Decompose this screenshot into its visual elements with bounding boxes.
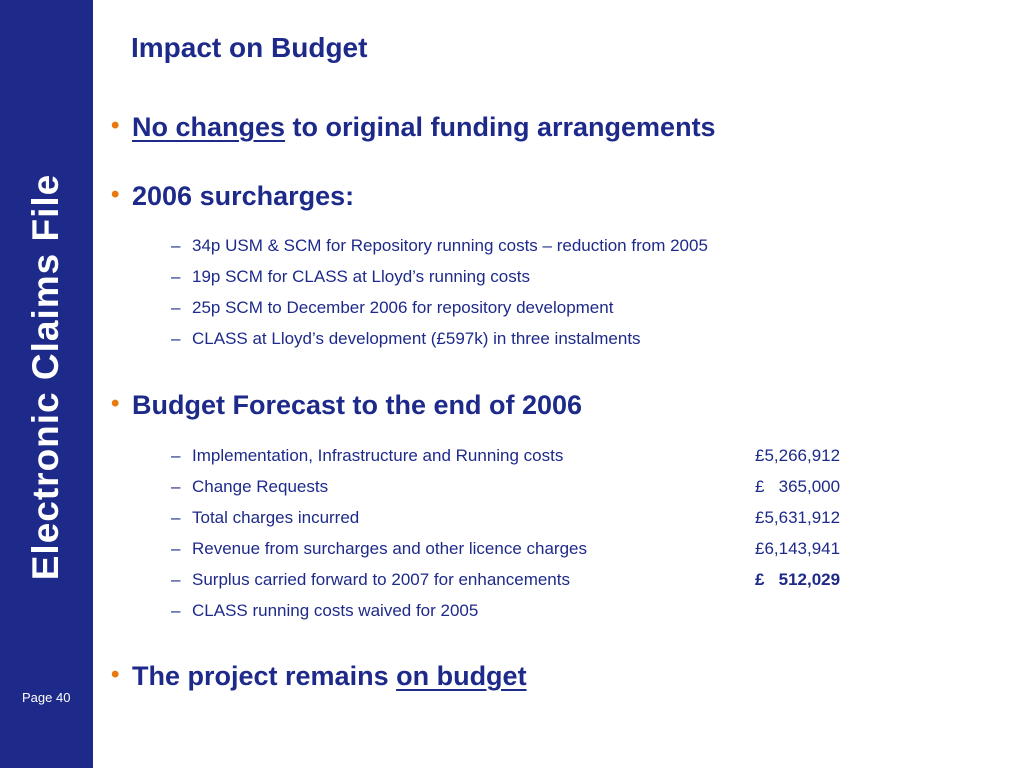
page-number: Page 40: [22, 690, 71, 705]
dash-icon: –: [171, 298, 181, 317]
forecast-amount: £5,631,912: [755, 508, 841, 527]
bullet-dot-icon: •: [111, 112, 120, 139]
forecast-label: CLASS running costs waived for 2005: [192, 601, 479, 620]
slide-title: Impact on Budget: [131, 32, 368, 63]
bullet-text: The project remains: [132, 661, 397, 691]
dash-icon: –: [171, 539, 181, 558]
sidebar-title: Electronic Claims File: [25, 173, 66, 581]
dash-icon: –: [171, 236, 181, 255]
forecast-amount: £6,143,941: [755, 539, 841, 558]
surcharge-label: CLASS at Lloyd’s development (£597k) in three instalments: [192, 329, 641, 348]
surcharge-label: 34p USM & SCM for Repository running costs – reduction from 2005: [192, 236, 708, 255]
dash-icon: –: [171, 477, 181, 496]
bullet-dot-icon: •: [111, 661, 120, 688]
forecast-label: Total charges incurred: [192, 508, 360, 527]
surcharge-label: 19p SCM for CLASS at Lloyd’s running costs: [192, 267, 530, 286]
forecast-label: Surplus carried forward to 2007 for enhancements: [192, 570, 570, 589]
dash-icon: –: [171, 329, 181, 348]
dash-icon: –: [171, 508, 181, 527]
bullet-underlined-text: No changes: [132, 112, 286, 142]
forecast-label: Implementation, Infrastructure and Running costs: [192, 446, 564, 465]
dash-icon: –: [171, 570, 181, 589]
forecast-amount: £ 365,000: [755, 477, 841, 496]
bullet-text: Budget Forecast to the end of 2006: [132, 390, 583, 420]
bullet-text: to original funding arrangements: [285, 112, 716, 142]
dash-icon: –: [171, 446, 181, 465]
dash-icon: –: [171, 267, 181, 286]
bullet-text: 2006 surcharges:: [132, 181, 355, 211]
sidebar: [0, 0, 93, 768]
forecast-amount: £5,266,912: [755, 446, 841, 465]
bullet-dot-icon: •: [111, 181, 120, 208]
forecast-label: Change Requests: [192, 477, 329, 496]
bullet-underlined-text: on budget: [396, 661, 527, 691]
dash-icon: –: [171, 601, 181, 620]
bullet-dot-icon: •: [111, 390, 120, 417]
forecast-label: Revenue from surcharges and other licence charges: [192, 539, 587, 558]
forecast-amount-surplus: £ 512,029: [755, 570, 841, 589]
surcharge-label: 25p SCM to December 2006 for repository development: [192, 298, 614, 317]
